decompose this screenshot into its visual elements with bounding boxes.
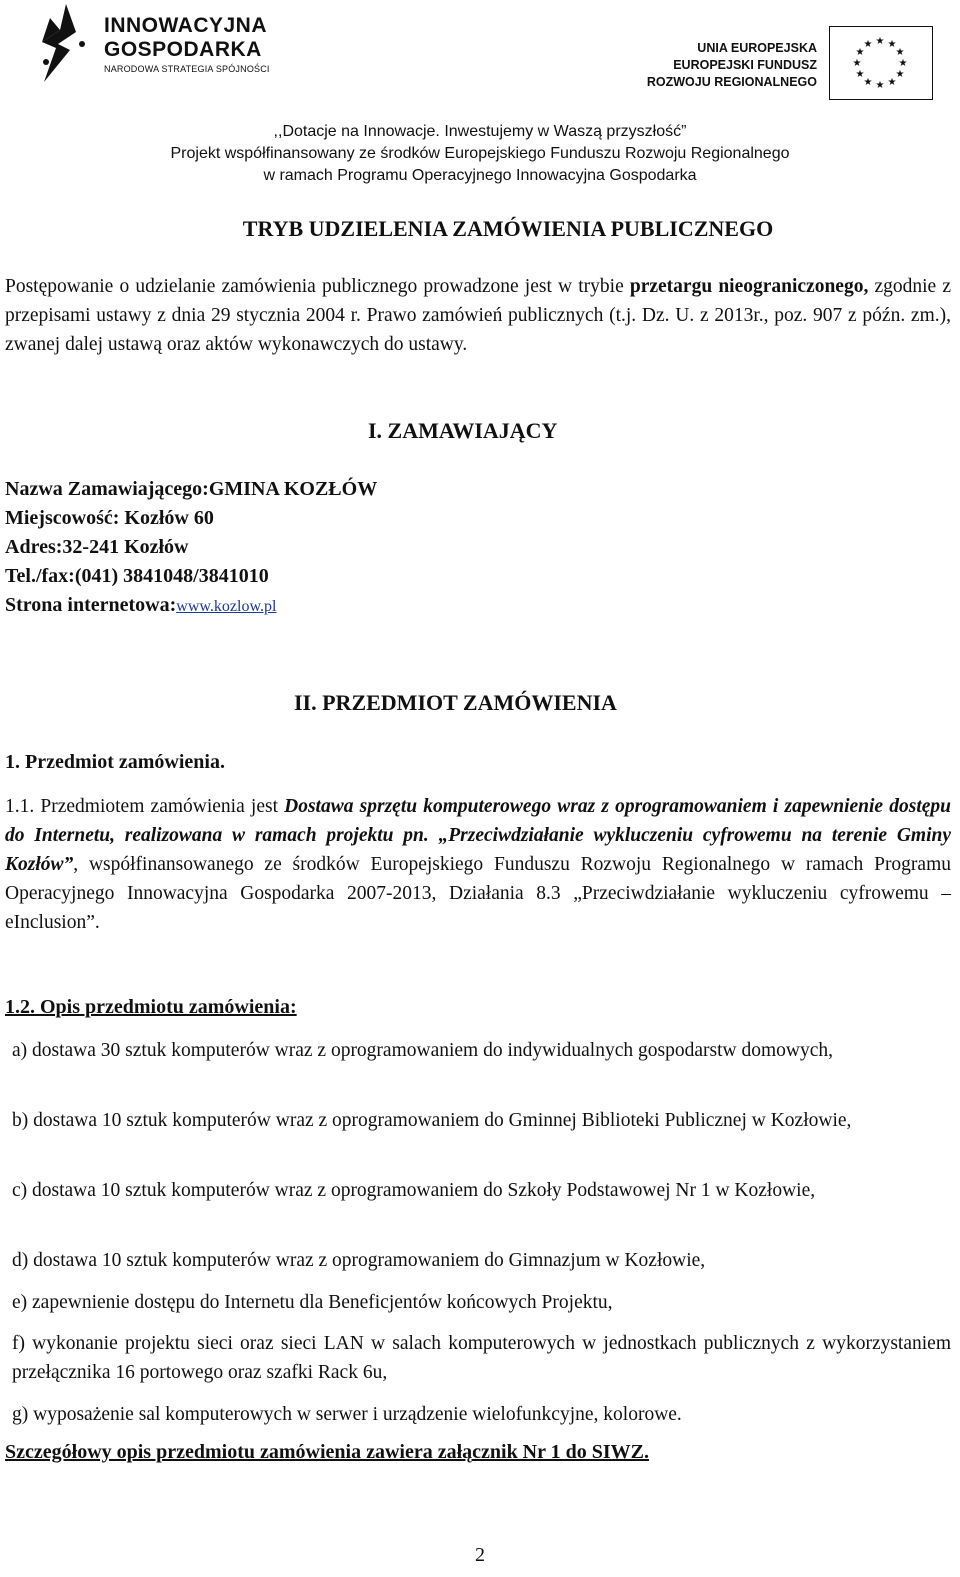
svg-text:★: ★ xyxy=(875,36,885,47)
list-item-g: g) wyposażenie sal komputerowych w serwer i urządzenie wielofunkcyjne, kolorowe. xyxy=(12,1404,682,1425)
contracting-authority-name: Nazwa Zamawiającego:GMINA KOZŁÓW xyxy=(5,478,378,500)
svg-text:★: ★ xyxy=(863,39,873,50)
innowacyjna-gospodarka-logo xyxy=(36,4,96,82)
page-number: 2 xyxy=(475,1544,485,1566)
svg-text:★: ★ xyxy=(895,47,905,58)
list-item-a: a) dostawa 30 sztuk komputerów wraz z oprogramowaniem do indywidualnych gospodarstw domowych, xyxy=(12,1040,833,1061)
detailed-description-note: Szczegółowy opis przedmiotu zamówienia zawiera załącznik Nr 1 do SIWZ. xyxy=(5,1441,650,1463)
ig-emblem-icon xyxy=(36,4,96,82)
list-item-c: c) dostawa 10 sztuk komputerów wraz z oprogramowaniem do Szkoły Podstawowej Nr 1 w Kozłowie, xyxy=(12,1180,816,1201)
list-item-f: f) wykonanie projektu sieci oraz sieci LAN w salach komputerowych w jednostkach publicznych z wykorzystaniem przełącznika 16 portowego oraz szafki Rack 6u, xyxy=(12,1333,951,1383)
svg-text:★: ★ xyxy=(855,47,865,58)
svg-text:★: ★ xyxy=(887,77,897,88)
subject-text-1: 1.1. Przedmiotem zamówienia jest xyxy=(5,796,285,817)
eu-logo-text xyxy=(645,40,817,91)
website-link[interactable]: www.kozlow.pl xyxy=(176,598,277,615)
svg-text:★: ★ xyxy=(863,77,873,88)
svg-text:★: ★ xyxy=(887,39,897,50)
document-title: TRYB UDZIELENIA ZAMÓWIENIA PUBLICZNEGO xyxy=(242,216,774,241)
project-header-line2: Projekt współfinansowany ze środków Europejskiego Funduszu Rozwoju Regionalnego xyxy=(170,145,790,162)
eu-line1: UNIA EUROPEJSKA xyxy=(697,41,817,55)
list-item-b: b) dostawa 10 sztuk komputerów wraz z oprogramowaniem do Gminnej Biblioteki Publicznej w Kozłowie, xyxy=(12,1110,852,1131)
ig-logo-line2: GOSPODARKA xyxy=(104,38,262,61)
svg-text:★: ★ xyxy=(898,58,908,69)
subject-title-italic: Dostawa sprzętu komputerowego wraz z oprogramowaniem i zapewnienie dostępu do Internetu, realizowana w ramach projektu pn. „Przeciwdziałanie wykluczeniu cyfrowemu na terenie Gminy Kozłów” xyxy=(5,796,951,875)
contracting-authority-city: Miejscowość: Kozłów 60 xyxy=(5,507,214,529)
contracting-authority-phone: Tel./fax:(041) 3841048/3841010 xyxy=(5,565,269,587)
contracting-authority-website xyxy=(5,591,276,621)
intro-bold: przetargu nieograniczonego, xyxy=(629,276,869,297)
subject-description-paragraph xyxy=(5,792,951,937)
intro-text-2: zgodnie z przepisami ustawy z dnia 29 stycznia 2004 r. Prawo zamówień publicznych (t.j. Dz. U. z 2013r., poz. 907 z późn. zm.), zwanej dalej ustawą oraz aktów wykonawczych do ustawy. xyxy=(5,276,951,355)
project-header-line1: ,,Dotacje na Innowacje. Inwestujemy w Waszą przyszłość” xyxy=(273,123,687,140)
project-header-line3: w ramach Programu Operacyjnego Innowacyjna Gospodarka xyxy=(263,167,697,184)
svg-text:★: ★ xyxy=(875,80,885,91)
list-item-e: e) zapewnienie dostępu do Internetu dla Beneficjentów końcowych Projektu, xyxy=(12,1292,613,1313)
contracting-authority-address: Adres:32-241 Kozłów xyxy=(5,536,189,558)
eu-flag-icon xyxy=(829,26,933,100)
svg-text:★: ★ xyxy=(895,69,905,80)
section-1-heading: I. ZAMAWIAJĄCY xyxy=(368,418,558,443)
subject-text-2: , współfinansowanego ze środków Europejskiego Funduszu Rozwoju Regionalnego w ramach Programu Operacyjnego Innowacyjna Gospodarka 2007-2013, Działania 8.3 „Przeciwdziałanie wykluczeniu cyfrowemu – eInclusion”. xyxy=(5,854,951,933)
ig-logo-line3: NARODOWA STRATEGIA SPÓJNOŚCI xyxy=(104,64,270,74)
intro-text-1: Postępowanie o udzielanie zamówienia publicznego prowadzone jest w trybie xyxy=(5,276,630,297)
intro-paragraph xyxy=(5,272,951,359)
website-label: Strona internetowa: xyxy=(5,594,177,616)
svg-text:★: ★ xyxy=(855,69,865,80)
section-2-heading: II. PRZEDMIOT ZAMÓWIENIA xyxy=(294,690,617,715)
list-item-d: d) dostawa 10 sztuk komputerów wraz z oprogramowaniem do Gimnazjum w Kozłowie, xyxy=(12,1250,706,1271)
eu-line2: EUROPEJSKI FUNDUSZ xyxy=(673,58,817,72)
eu-line3: ROZWOJU REGIONALNEGO xyxy=(646,75,817,89)
ig-logo-line1: INNOWACYJNA xyxy=(104,14,268,37)
subsection-1-2-heading: 1.2. Opis przedmiotu zamówienia: xyxy=(5,996,297,1018)
svg-text:★: ★ xyxy=(852,58,862,69)
subsection-1-heading: 1. Przedmiot zamówienia. xyxy=(5,751,225,773)
